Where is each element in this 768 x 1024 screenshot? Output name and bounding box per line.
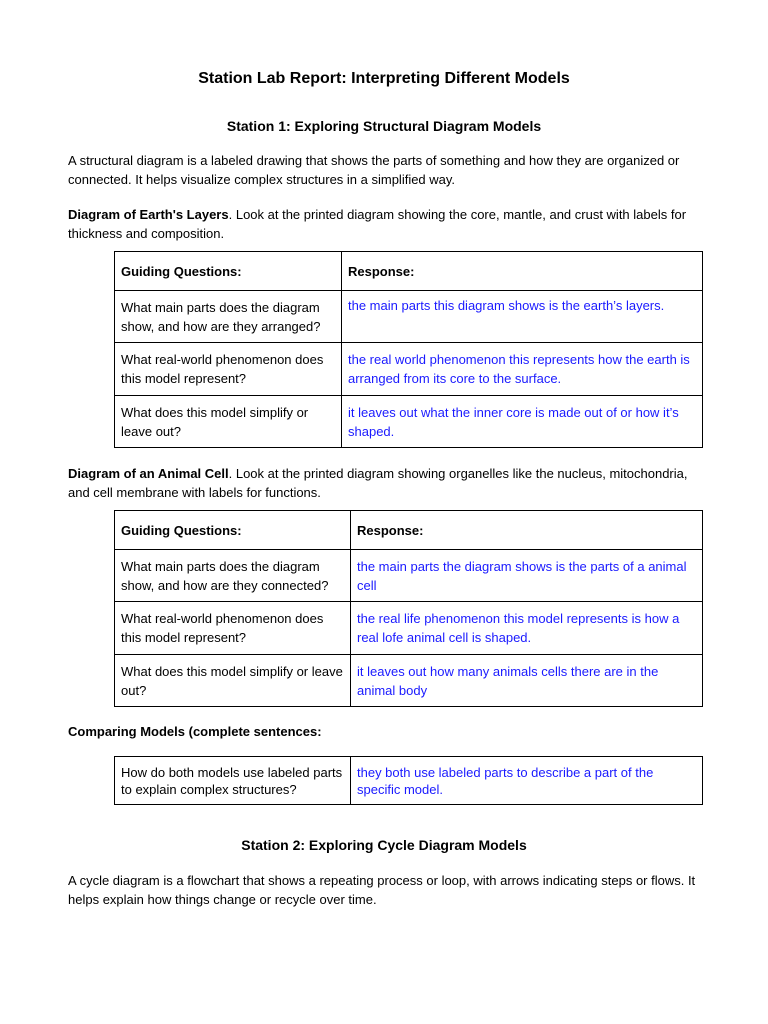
question-cell: How do both models use labeled parts to explain complex structures? — [115, 757, 351, 805]
table-row — [115, 550, 703, 602]
header-guiding-questions: Guiding Questions: — [115, 252, 342, 291]
earth-diagram-desc: . Look at the printed diagram showing the core, mantle, and crust with labels for thickness and composition. — [68, 207, 687, 241]
table-row — [115, 343, 703, 396]
question-cell: What does this model simplify or leave out? — [115, 396, 342, 448]
question-cell: What main parts does the diagram show, and how are they arranged? — [115, 291, 342, 343]
table-row — [115, 396, 703, 448]
table-row — [115, 757, 703, 805]
earth-diagram-prompt — [68, 205, 698, 243]
question-cell: What real-world phenomenon does this model represent? — [115, 602, 351, 655]
station1-intro: A structural diagram is a labeled drawing that shows the parts of something and how they are organized or connected. It helps visualize complex structures in a simplified way. — [68, 153, 680, 187]
response-cell[interactable]: the real world phenomenon this represents how the earth is arranged from its core to the surface. — [342, 343, 703, 396]
question-cell: What does this model simplify or leave out? — [115, 655, 351, 707]
comparing-table — [114, 756, 703, 805]
report-title: Station Lab Report: Interpreting Different Models — [198, 70, 570, 87]
cell-diagram-label: Diagram of an Animal Cell — [68, 466, 229, 481]
earth-questions-table — [114, 251, 703, 448]
header-guiding-questions: Guiding Questions: — [115, 511, 351, 550]
comparing-models-label: Comparing Models (complete sentences: — [68, 724, 322, 739]
response-cell[interactable]: the main parts this diagram shows is the earth’s layers. — [342, 291, 703, 343]
table-row — [115, 655, 703, 707]
table-row — [115, 602, 703, 655]
table-header-row — [115, 511, 703, 550]
header-response: Response: — [342, 252, 703, 291]
cell-diagram-desc: . Look at the printed diagram showing organelles like the nucleus, mitochondria, and cell membrane with labels for functions. — [68, 466, 688, 500]
station2-heading: Station 2: Exploring Cycle Diagram Models — [241, 837, 527, 853]
table-row — [115, 291, 703, 343]
station1-heading: Station 1: Exploring Structural Diagram Models — [226, 118, 542, 134]
earth-diagram-label: Diagram of Earth's Layers — [68, 207, 229, 222]
question-cell: What real-world phenomenon does this model represent? — [115, 343, 342, 396]
response-cell[interactable]: it leaves out what the inner core is made out of or how it’s shaped. — [342, 396, 703, 448]
header-response: Response: — [351, 511, 703, 550]
question-cell: What main parts does the diagram show, and how are they connected? — [115, 550, 351, 602]
response-cell[interactable]: it leaves out how many animals cells there are in the animal body — [351, 655, 703, 707]
cell-questions-table — [114, 510, 703, 707]
cell-diagram-prompt — [68, 464, 698, 502]
station2-intro: A cycle diagram is a flowchart that shows a repeating process or loop, with arrows indicating steps or flows. It helps explain how things change or recycle over time. — [68, 873, 696, 907]
response-cell[interactable]: the real life phenomenon this model represents is how a real lofe animal cell is shaped. — [351, 602, 703, 655]
response-cell[interactable]: they both use labeled parts to describe a part of the specific model. — [351, 757, 703, 805]
response-cell[interactable]: the main parts the diagram shows is the parts of a animal cell — [351, 550, 703, 602]
table-header-row — [115, 252, 703, 291]
